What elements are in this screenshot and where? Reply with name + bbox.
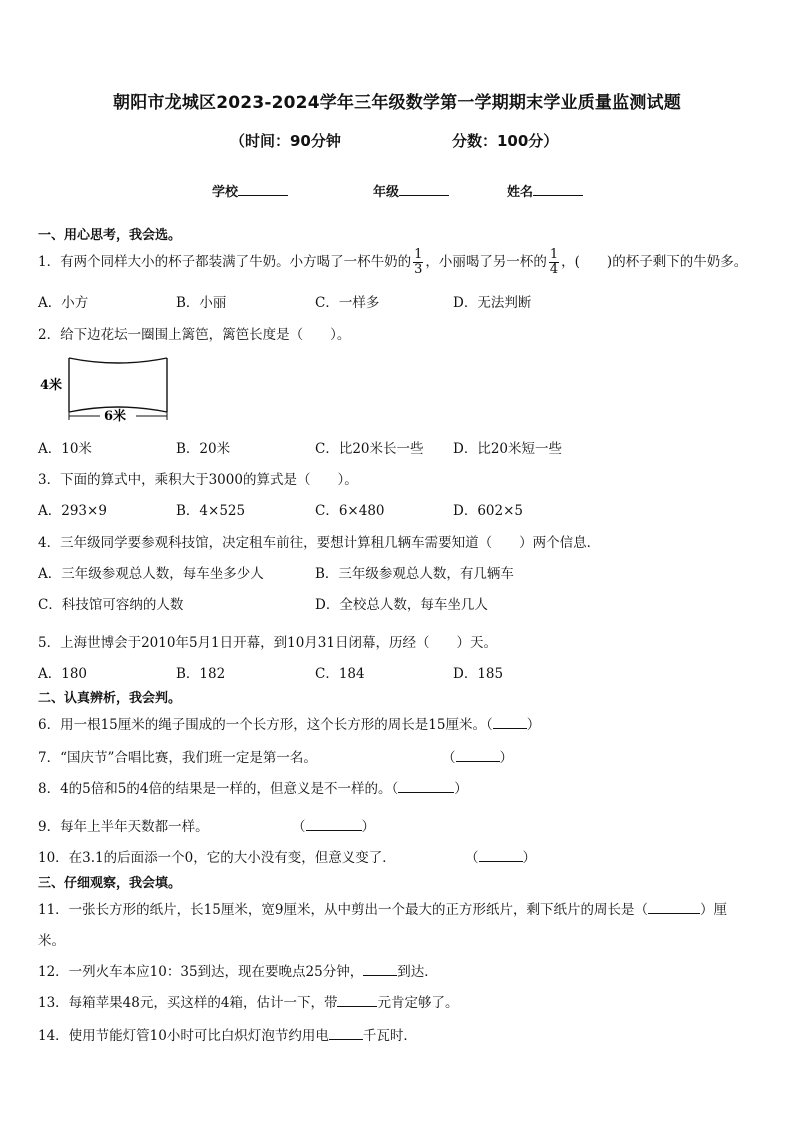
- question-14: [38, 1024, 417, 1044]
- grade-blank[interactable]: [399, 195, 449, 196]
- question-3: 3．下面的算式中，乘积大于3000的算式是（ ）。: [38, 472, 358, 488]
- q6-text: 6．用一根15厘米的绳子围成的一个长方形，这个长方形的周长是15厘米。: [38, 717, 486, 733]
- q12-text-post: 到达．: [397, 964, 438, 980]
- q6-answer-blank[interactable]: [493, 728, 527, 729]
- q10-text: 10．在3.1的后面添一个0，它的大小没有变，但意义变了．: [38, 850, 396, 866]
- question-4: 4．三年级同学要参观科技馆，决定租车前往，要想计算租几辆车需要知道（ ）两个信息．: [38, 535, 601, 551]
- question-1: [38, 248, 747, 277]
- q13-text-post: 元肯定够了。: [377, 995, 459, 1011]
- grade-label: 年级: [373, 185, 400, 200]
- q5-option-b[interactable]: B．182: [176, 666, 226, 682]
- q9-answer-blank[interactable]: [306, 830, 362, 831]
- name-label: 姓名: [507, 185, 534, 200]
- name-blank[interactable]: [533, 195, 583, 196]
- height-label: 4米: [40, 378, 63, 393]
- q1-option-c[interactable]: C．一样多: [315, 295, 380, 311]
- question-5: 5．上海世博会于2010年5月1日开幕，到10月31日闭幕，历经（ ）天。: [38, 635, 497, 651]
- q12-answer-blank[interactable]: [363, 975, 397, 976]
- q11-text-pre: 11．一张长方形的纸片，长15厘米，宽9厘米，从中剪出一个最大的正方形纸片，剩下纸片的周长是（: [38, 902, 648, 918]
- q1-text-pre: 1．有两个同样大小的杯子都装满了牛奶。小方喝了一杯牛奶的: [38, 254, 412, 270]
- fraction-one-fourth: $\frac{1}{4}$: [549, 247, 559, 277]
- q8-text: 8．4的5倍和5的4倍的结果是一样的，但意义是不一样的。: [38, 781, 392, 797]
- q5-option-c[interactable]: C．184: [315, 666, 365, 682]
- section-heading-1: 一、用心思考，我会选。: [38, 228, 182, 243]
- q13-answer-blank[interactable]: [337, 1006, 377, 1007]
- q1-option-a[interactable]: A．小方: [38, 295, 89, 311]
- q2-option-d[interactable]: D．比20米短一些: [453, 441, 563, 457]
- q7-text: 7．“国庆节”合唱比赛，我们班一定是第一名。: [38, 750, 317, 766]
- flowerbed-top-arc: [69, 358, 167, 363]
- page-title: 朝阳市龙城区2023-2024学年三年级数学第一学期期末学业质量监测试题: [113, 93, 681, 113]
- section-heading-3: 三、仔细观察，我会填。: [38, 876, 182, 891]
- width-label: 6米: [104, 409, 127, 424]
- q2-option-c[interactable]: C．比20米长一些: [315, 441, 424, 457]
- q1-option-d[interactable]: D．无法判断: [453, 295, 532, 311]
- q12-text-pre: 12．一列火车本应10：35到达，现在要晚点25分钟，: [38, 964, 364, 980]
- flowerbed-figure: [36, 350, 176, 428]
- q5-option-a[interactable]: A．180: [38, 666, 88, 682]
- q2-option-b[interactable]: B．20米: [176, 441, 231, 457]
- question-10: [38, 846, 396, 866]
- school-label: 学校: [212, 185, 239, 200]
- q4-option-b[interactable]: B．三年级参观总人数，有几辆车: [315, 566, 514, 582]
- total-score: 分数：100分）: [452, 132, 559, 150]
- q3-option-c[interactable]: C．6×480: [315, 503, 385, 519]
- q4-option-d[interactable]: D．全校总人数，每车坐几人: [315, 597, 488, 613]
- grade-field: [373, 181, 449, 200]
- q1-text-post: ，( )的杯子剩下的牛奶多。: [561, 254, 748, 270]
- q11-answer-blank[interactable]: [648, 913, 700, 914]
- q5-option-d[interactable]: D．185: [453, 666, 504, 682]
- q8-answer-blank[interactable]: [398, 792, 454, 793]
- q11-continuation: 米。: [38, 933, 65, 949]
- time-limit: （时间：90分钟: [230, 132, 341, 150]
- q10-answer-blank[interactable]: [479, 861, 523, 862]
- school-field: [212, 181, 288, 200]
- q9-answer: （ ）: [292, 819, 375, 835]
- q2-option-a[interactable]: A．10米: [38, 441, 92, 457]
- fraction-one-third: $\frac{1}{3}$: [414, 247, 423, 277]
- question-11: [38, 898, 727, 918]
- q1-option-b[interactable]: B．小丽: [176, 295, 227, 311]
- q14-text-post: 千瓦时．: [362, 1028, 417, 1044]
- q14-answer-blank[interactable]: [329, 1039, 363, 1040]
- q4-option-c[interactable]: C．科技馆可容纳的人数: [38, 597, 184, 613]
- section-heading-2: 二、认真辨析，我会判。: [38, 691, 182, 706]
- q3-option-b[interactable]: B．4×525: [176, 503, 246, 519]
- q11-text-post: ）厘: [699, 902, 727, 918]
- question-6: 6．用一根15厘米的绳子围成的一个长方形，这个长方形的周长是15厘米。（ ）: [38, 717, 541, 733]
- q10-answer: （ ）: [465, 850, 536, 866]
- q3-option-d[interactable]: D．602×5: [453, 503, 523, 519]
- question-9: [38, 815, 209, 835]
- q4-option-a[interactable]: A．三年级参观总人数，每车坐多少人: [38, 566, 264, 582]
- q9-text: 9．每年上半年天数都一样。: [38, 819, 209, 835]
- question-7: [38, 746, 317, 766]
- question-13: [38, 991, 458, 1011]
- question-12: [38, 960, 438, 980]
- question-8: 8．4的5倍和5的4倍的结果是一样的，但意义是不一样的。（ ）: [38, 781, 468, 797]
- q14-text-pre: 14．使用节能灯管10小时可比白炽灯泡节约用电: [38, 1028, 329, 1044]
- q3-option-a[interactable]: A．293×9: [38, 503, 107, 519]
- q1-text-mid: ，小丽喝了另一杯的: [425, 254, 547, 270]
- q13-text-pre: 13．每箱苹果48元，买这样的4箱，估计一下，带: [38, 995, 338, 1011]
- q7-answer-blank[interactable]: [456, 761, 500, 762]
- name-field: [507, 181, 583, 200]
- school-blank[interactable]: [238, 195, 288, 196]
- question-2: 2．给下边花坛一圈围上篱笆，篱笆长度是（ ）。: [38, 327, 351, 343]
- q7-answer: （ ）: [442, 750, 513, 766]
